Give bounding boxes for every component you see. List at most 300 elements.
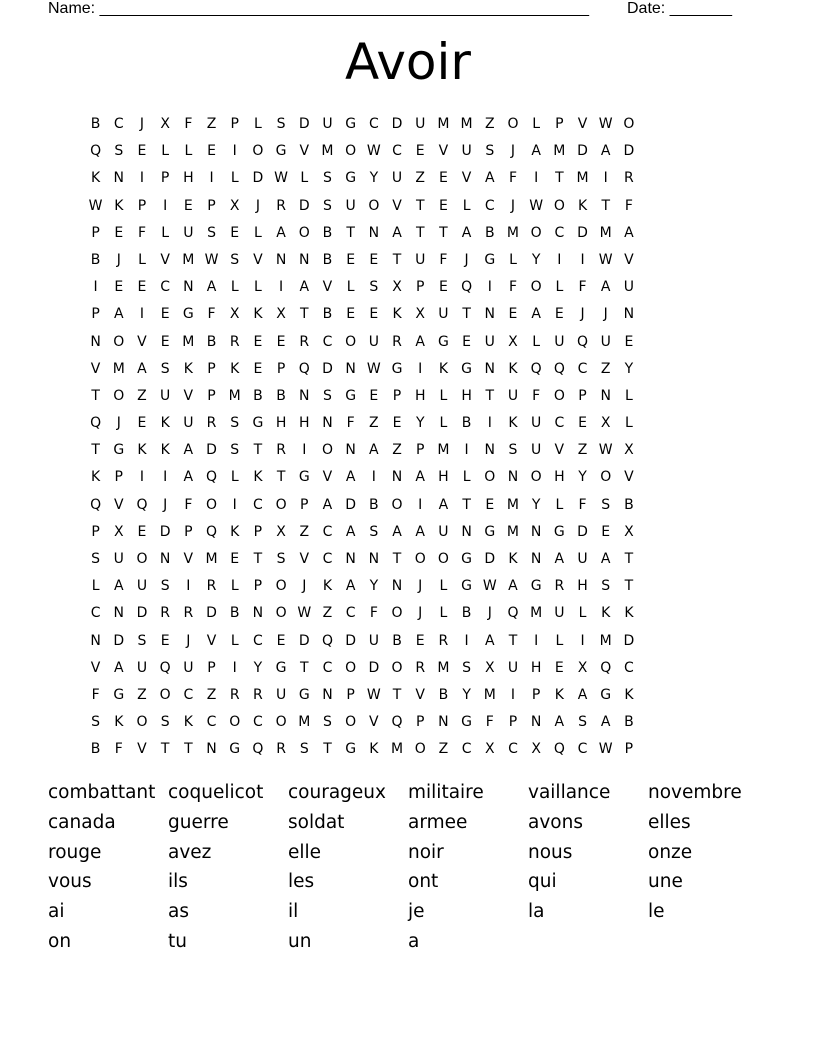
grid-letter: D bbox=[206, 605, 217, 622]
grid-letter: V bbox=[137, 333, 147, 350]
grid-letter: S bbox=[276, 116, 286, 132]
grid-letter: R bbox=[183, 605, 194, 622]
grid-letter: J bbox=[302, 578, 307, 595]
grid-letter: K bbox=[253, 306, 263, 323]
grid-row bbox=[84, 628, 641, 655]
grid-letter: E bbox=[276, 333, 286, 350]
grid-letter: E bbox=[137, 143, 147, 160]
grid-letter: S bbox=[160, 360, 170, 377]
grid-letter: M bbox=[205, 551, 218, 567]
grid-letter: Q bbox=[90, 143, 102, 160]
grid-letter: C bbox=[554, 415, 565, 432]
grid-letter: U bbox=[136, 659, 148, 676]
grid-letter: T bbox=[462, 306, 471, 323]
grid-letter: U bbox=[531, 442, 542, 459]
grid-letter: I bbox=[534, 170, 539, 187]
grid-row bbox=[84, 655, 641, 682]
grid-letter: C bbox=[322, 551, 333, 567]
grid-letter: D bbox=[113, 632, 125, 649]
grid-letter: A bbox=[183, 469, 194, 486]
grid-letter: C bbox=[253, 496, 263, 513]
grid-letter: T bbox=[624, 578, 634, 595]
grid-letter: A bbox=[531, 306, 541, 323]
grid-letter: S bbox=[369, 523, 379, 540]
grid-letter: U bbox=[183, 224, 194, 241]
grid-letter: J bbox=[603, 306, 608, 323]
grid-letter: J bbox=[186, 632, 191, 649]
grid-letter: L bbox=[230, 170, 239, 187]
word-list-item: un bbox=[288, 930, 312, 952]
grid-letter: T bbox=[601, 197, 610, 214]
grid-letter: I bbox=[279, 279, 284, 296]
grid-letter: N bbox=[275, 251, 287, 268]
word-list-item: ils bbox=[168, 871, 188, 893]
grid-letter: O bbox=[113, 333, 125, 350]
grid-letter: L bbox=[161, 143, 170, 160]
grid-letter: A bbox=[600, 714, 611, 731]
date-field-label: Date: _______ bbox=[627, 0, 732, 17]
grid-letter: E bbox=[207, 143, 216, 160]
grid-letter: T bbox=[392, 251, 402, 268]
grid-letter: G bbox=[461, 551, 473, 567]
grid-letter: R bbox=[415, 659, 426, 676]
grid-letter: O bbox=[484, 469, 496, 486]
grid-letter: S bbox=[230, 442, 240, 459]
grid-letter: U bbox=[368, 632, 379, 649]
grid-letter: A bbox=[299, 279, 310, 296]
grid-letter: S bbox=[230, 415, 240, 432]
grid-letter: O bbox=[136, 551, 148, 567]
grid-letter: K bbox=[554, 686, 564, 703]
grid-letter: R bbox=[624, 170, 634, 187]
grid-letter: L bbox=[439, 578, 448, 595]
grid-letter: U bbox=[415, 116, 426, 132]
word-list-item: la bbox=[528, 901, 545, 923]
grid-letter: N bbox=[90, 333, 101, 350]
grid-letter: D bbox=[345, 632, 357, 649]
word-list-item: je bbox=[408, 901, 425, 923]
grid-row bbox=[84, 138, 641, 165]
grid-letter: G bbox=[298, 686, 310, 703]
grid-letter: V bbox=[392, 197, 402, 214]
grid-letter: Q bbox=[461, 279, 473, 296]
grid-letter: G bbox=[182, 306, 194, 323]
grid-letter: I bbox=[209, 170, 214, 187]
word-list-item: une bbox=[648, 871, 683, 893]
grid-letter: S bbox=[578, 714, 587, 731]
grid-letter: Q bbox=[553, 360, 565, 377]
grid-letter: S bbox=[508, 442, 518, 459]
grid-letter: C bbox=[461, 741, 472, 758]
grid-letter: S bbox=[91, 551, 101, 567]
grid-row bbox=[84, 356, 641, 383]
grid-letter: U bbox=[368, 333, 379, 350]
grid-letter: A bbox=[577, 686, 588, 703]
word-list-item: qui bbox=[528, 871, 557, 893]
grid-letter: G bbox=[345, 387, 357, 404]
grid-letter: R bbox=[253, 686, 263, 703]
grid-letter: K bbox=[230, 360, 240, 377]
grid-letter: K bbox=[160, 442, 170, 459]
grid-letter: L bbox=[439, 387, 448, 404]
grid-letter: N bbox=[438, 714, 449, 731]
grid-letter: N bbox=[530, 523, 542, 540]
grid-letter: Y bbox=[369, 578, 379, 595]
grid-letter: B bbox=[90, 741, 101, 758]
grid-letter: I bbox=[163, 197, 168, 214]
grid-letter: D bbox=[159, 523, 171, 540]
grid-letter: K bbox=[183, 714, 193, 731]
grid-letter: D bbox=[368, 659, 380, 676]
grid-letter: Q bbox=[391, 714, 403, 731]
grid-letter: M bbox=[460, 116, 473, 132]
grid-letter: S bbox=[323, 197, 332, 214]
grid-letter: B bbox=[369, 496, 379, 513]
grid-letter: S bbox=[462, 659, 472, 676]
grid-letter: M bbox=[437, 659, 450, 676]
grid-letter: O bbox=[414, 741, 426, 758]
grid-letter: I bbox=[418, 360, 423, 377]
grid-letter: C bbox=[183, 686, 194, 703]
grid-letter: F bbox=[624, 197, 633, 214]
grid-letter: T bbox=[415, 197, 425, 214]
grid-letter: J bbox=[580, 306, 585, 323]
grid-letter: K bbox=[369, 741, 379, 758]
grid-letter: A bbox=[484, 170, 495, 187]
grid-letter: B bbox=[253, 387, 263, 404]
grid-letter: L bbox=[462, 469, 471, 486]
word-list-item: guerre bbox=[168, 811, 229, 833]
grid-letter: T bbox=[253, 551, 263, 567]
grid-letter: W bbox=[204, 251, 219, 268]
grid-letter: A bbox=[600, 279, 611, 296]
grid-letter: P bbox=[207, 659, 216, 676]
grid-letter: Q bbox=[90, 496, 102, 513]
grid-letter: Q bbox=[553, 741, 565, 758]
grid-letter: E bbox=[462, 333, 472, 350]
grid-letter: Z bbox=[137, 387, 147, 404]
grid-letter: A bbox=[415, 523, 425, 540]
grid-letter: N bbox=[368, 224, 380, 241]
grid-letter: J bbox=[163, 496, 168, 513]
grid-row bbox=[84, 383, 641, 410]
grid-letter: L bbox=[462, 197, 471, 214]
grid-letter: V bbox=[183, 387, 194, 404]
grid-letter: C bbox=[322, 333, 333, 350]
grid-letter: G bbox=[461, 360, 473, 377]
grid-letter: U bbox=[507, 659, 519, 676]
grid-letter: K bbox=[624, 605, 634, 622]
grid-letter: P bbox=[555, 116, 564, 132]
grid-letter: M bbox=[530, 605, 543, 622]
grid-letter: S bbox=[160, 714, 170, 731]
grid-letter: T bbox=[392, 686, 402, 703]
grid-letter: X bbox=[484, 741, 495, 758]
grid-letter: E bbox=[114, 224, 124, 241]
grid-letter: P bbox=[624, 741, 634, 758]
grid-letter: Y bbox=[531, 251, 541, 268]
grid-letter: I bbox=[557, 251, 562, 268]
grid-letter: V bbox=[137, 741, 147, 758]
grid-letter: A bbox=[392, 523, 402, 540]
grid-letter: F bbox=[508, 279, 517, 296]
grid-letter: S bbox=[323, 170, 332, 187]
grid-letter: W bbox=[598, 116, 613, 132]
grid-letter: S bbox=[160, 578, 170, 595]
grid-letter: P bbox=[91, 306, 100, 323]
grid-letter: N bbox=[159, 551, 171, 567]
grid-letter: C bbox=[253, 632, 263, 649]
grid-letter: K bbox=[114, 197, 124, 214]
grid-row bbox=[84, 573, 641, 600]
grid-letter: O bbox=[600, 469, 612, 486]
grid-letter: C bbox=[90, 605, 101, 622]
grid-letter: X bbox=[229, 197, 240, 214]
grid-letter: N bbox=[368, 551, 380, 567]
grid-letter: O bbox=[345, 333, 357, 350]
grid-letter: N bbox=[322, 686, 333, 703]
grid-letter: I bbox=[302, 442, 307, 459]
grid-letter: P bbox=[137, 197, 147, 214]
grid-letter: J bbox=[116, 415, 121, 432]
grid-letter: L bbox=[161, 224, 170, 241]
grid-letter: Z bbox=[206, 116, 217, 132]
grid-letter: W bbox=[598, 741, 613, 758]
grid-letter: O bbox=[321, 442, 333, 459]
grid-letter: P bbox=[160, 170, 170, 187]
grid-letter: Y bbox=[462, 686, 471, 703]
grid-letter: O bbox=[275, 714, 287, 731]
grid-letter: B bbox=[90, 116, 101, 132]
letter-grid bbox=[84, 111, 641, 764]
grid-letter: O bbox=[391, 605, 403, 622]
grid-letter: C bbox=[624, 659, 634, 676]
grid-letter: D bbox=[136, 605, 148, 622]
grid-letter: L bbox=[230, 469, 239, 486]
grid-letter: A bbox=[345, 578, 356, 595]
grid-letter: D bbox=[252, 170, 264, 187]
grid-letter: I bbox=[418, 496, 423, 513]
grid-letter: N bbox=[345, 442, 356, 459]
grid-letter: P bbox=[207, 197, 216, 214]
grid-letter: Q bbox=[206, 523, 218, 540]
grid-letter: A bbox=[508, 578, 518, 595]
word-list-item: armee bbox=[408, 811, 468, 833]
grid-letter: G bbox=[298, 469, 310, 486]
grid-letter: R bbox=[392, 333, 402, 350]
grid-letter: P bbox=[531, 686, 541, 703]
grid-letter: G bbox=[553, 523, 565, 540]
grid-letter: H bbox=[577, 578, 588, 595]
grid-letter: E bbox=[438, 170, 448, 187]
grid-letter: O bbox=[229, 714, 241, 731]
grid-letter: C bbox=[322, 659, 333, 676]
grid-letter: F bbox=[369, 605, 378, 622]
grid-letter: P bbox=[91, 224, 100, 241]
grid-letter: K bbox=[577, 197, 588, 214]
grid-letter: C bbox=[577, 741, 588, 758]
grid-letter: I bbox=[580, 632, 585, 649]
grid-letter: N bbox=[299, 387, 310, 404]
grid-letter: I bbox=[464, 632, 469, 649]
grid-letter: E bbox=[346, 251, 356, 268]
grid-letter: Y bbox=[369, 170, 379, 187]
grid-letter: M bbox=[506, 224, 520, 241]
grid-letter: I bbox=[534, 632, 539, 649]
grid-row bbox=[84, 464, 641, 491]
grid-letter: U bbox=[461, 143, 472, 160]
grid-letter: G bbox=[461, 714, 473, 731]
grid-letter: C bbox=[392, 143, 402, 160]
word-list-item: il bbox=[288, 901, 299, 923]
grid-letter: O bbox=[530, 469, 542, 486]
grid-letter: R bbox=[276, 741, 286, 758]
grid-letter: R bbox=[276, 442, 286, 459]
grid-letter: X bbox=[415, 306, 426, 323]
grid-letter: E bbox=[369, 387, 379, 404]
grid-letter: K bbox=[624, 686, 634, 703]
grid-letter: O bbox=[345, 714, 357, 731]
grid-letter: T bbox=[346, 224, 355, 241]
grid-letter: K bbox=[508, 360, 518, 377]
grid-row bbox=[84, 329, 641, 356]
grid-letter: V bbox=[206, 632, 217, 649]
grid-letter: N bbox=[299, 251, 310, 268]
grid-letter: Z bbox=[600, 360, 611, 377]
grid-letter: E bbox=[253, 333, 263, 350]
grid-letter: L bbox=[300, 170, 309, 187]
grid-letter: O bbox=[275, 605, 287, 622]
grid-letter: Q bbox=[298, 360, 310, 377]
grid-letter: M bbox=[553, 143, 566, 160]
grid-letter: G bbox=[484, 251, 496, 268]
grid-letter: U bbox=[554, 605, 565, 622]
grid-letter: F bbox=[184, 116, 193, 132]
grid-letter: S bbox=[230, 251, 240, 268]
grid-letter: R bbox=[554, 578, 565, 595]
grid-row bbox=[84, 301, 641, 328]
grid-letter: N bbox=[90, 632, 101, 649]
page-title: Avoir bbox=[345, 33, 471, 91]
grid-letter: U bbox=[600, 333, 611, 350]
grid-letter: N bbox=[113, 605, 125, 622]
grid-letter: A bbox=[113, 578, 124, 595]
grid-letter: S bbox=[114, 143, 124, 160]
grid-letter: W bbox=[598, 251, 613, 268]
grid-letter: O bbox=[206, 496, 218, 513]
grid-row bbox=[84, 274, 641, 301]
grid-letter: V bbox=[90, 659, 101, 676]
grid-letter: C bbox=[484, 197, 495, 214]
grid-letter: O bbox=[298, 224, 310, 241]
grid-letter: C bbox=[253, 714, 263, 731]
grid-letter: D bbox=[577, 143, 588, 160]
grid-letter: F bbox=[578, 496, 587, 513]
grid-letter: V bbox=[253, 251, 263, 268]
grid-letter: W bbox=[297, 605, 312, 622]
grid-letter: C bbox=[368, 116, 379, 132]
grid-letter: A bbox=[600, 551, 611, 567]
grid-letter: U bbox=[531, 415, 542, 432]
grid-letter: O bbox=[159, 686, 171, 703]
grid-letter: I bbox=[93, 279, 98, 296]
grid-letter: T bbox=[415, 224, 425, 241]
grid-letter: S bbox=[601, 496, 611, 513]
grid-letter: X bbox=[531, 741, 541, 758]
word-list-item: vous bbox=[48, 871, 92, 893]
grid-letter: V bbox=[461, 170, 472, 187]
word-list-item: on bbox=[48, 930, 72, 952]
grid-letter: B bbox=[322, 224, 333, 241]
grid-letter: N bbox=[183, 279, 194, 296]
grid-letter: Z bbox=[369, 415, 379, 432]
grid-letter: Z bbox=[392, 442, 402, 459]
grid-letter: S bbox=[601, 578, 611, 595]
grid-letter: N bbox=[345, 551, 356, 567]
grid-letter: L bbox=[555, 632, 564, 649]
grid-letter: U bbox=[484, 333, 495, 350]
grid-letter: C bbox=[577, 360, 588, 377]
grid-letter: R bbox=[276, 197, 286, 214]
grid-letter: B bbox=[322, 251, 333, 268]
grid-letter: Y bbox=[253, 659, 263, 676]
grid-letter: W bbox=[598, 442, 613, 459]
grid-letter: O bbox=[507, 116, 519, 132]
grid-letter: T bbox=[253, 442, 263, 459]
word-list-item: avons bbox=[528, 811, 583, 833]
grid-letter: T bbox=[300, 659, 309, 676]
word-list-item: ai bbox=[48, 901, 65, 923]
grid-letter: X bbox=[484, 659, 495, 676]
grid-letter: Z bbox=[438, 741, 449, 758]
grid-letter: O bbox=[275, 496, 287, 513]
grid-letter: V bbox=[322, 279, 333, 296]
grid-letter: N bbox=[345, 360, 356, 377]
grid-letter: I bbox=[232, 143, 237, 160]
grid-letter: N bbox=[206, 741, 217, 758]
grid-letter: S bbox=[323, 387, 332, 404]
grid-letter: T bbox=[184, 741, 193, 758]
grid-letter: M bbox=[390, 741, 404, 758]
grid-letter: C bbox=[160, 279, 171, 296]
grid-letter: P bbox=[184, 523, 193, 540]
grid-letter: N bbox=[391, 578, 403, 595]
grid-letter: B bbox=[229, 605, 240, 622]
grid-row bbox=[84, 709, 641, 736]
grid-letter: E bbox=[554, 659, 564, 676]
grid-letter: Y bbox=[531, 496, 541, 513]
grid-letter: N bbox=[252, 605, 264, 622]
grid-letter: X bbox=[508, 333, 518, 350]
grid-letter: S bbox=[276, 551, 286, 567]
grid-letter: I bbox=[139, 170, 145, 187]
grid-letter: K bbox=[91, 170, 101, 187]
grid-letter: Q bbox=[159, 659, 171, 676]
grid-letter: A bbox=[484, 632, 495, 649]
grid-letter: Z bbox=[484, 116, 495, 132]
grid-letter: V bbox=[322, 469, 333, 486]
grid-letter: R bbox=[229, 686, 240, 703]
grid-letter: G bbox=[113, 686, 125, 703]
word-list-item: les bbox=[288, 871, 315, 893]
grid-letter: Q bbox=[507, 605, 519, 622]
grid-letter: O bbox=[437, 551, 449, 567]
grid-letter: T bbox=[276, 469, 286, 486]
grid-letter: I bbox=[232, 496, 237, 513]
grid-letter: T bbox=[485, 387, 495, 404]
grid-letter: H bbox=[530, 659, 542, 676]
grid-letter: E bbox=[438, 197, 448, 214]
